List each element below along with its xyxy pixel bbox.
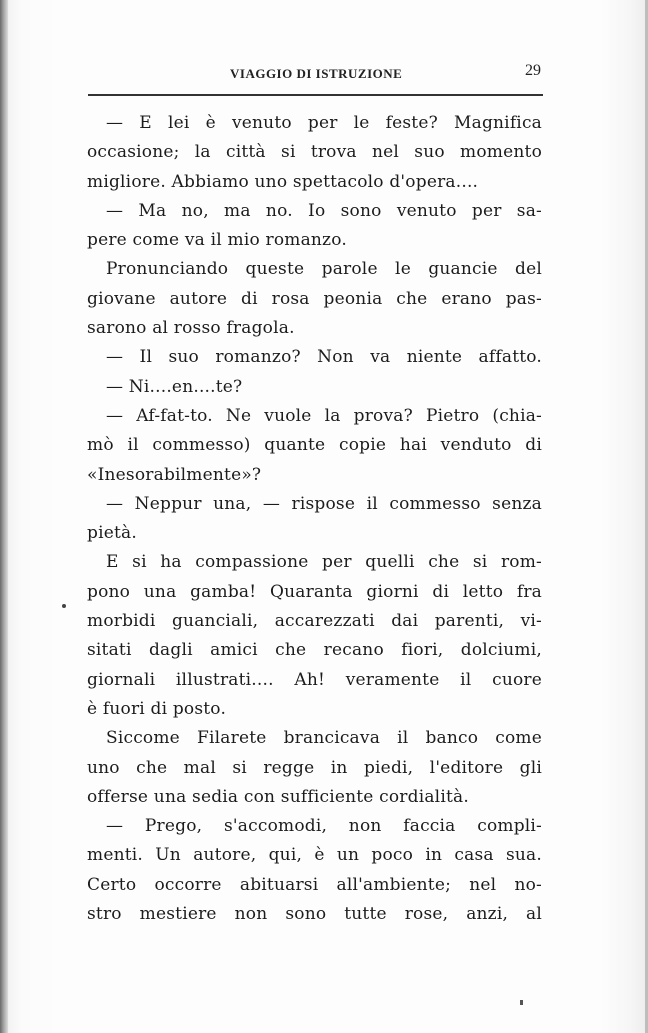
text-line: — Ni....en....te? [106,376,243,397]
text-line: — Il suo romanzo? Non va niente affatto. [106,347,542,368]
text-line: — E lei è venuto per le feste? Magnifica [106,113,542,133]
text-line: «Inesorabilmente»? [87,464,262,485]
text-line: sarono al rosso fragola. [87,318,295,339]
text-line: — Af-fat-to. Ne vuole la prova? Pietro (chia- [106,405,542,426]
body-text [87,109,542,929]
page-number: 29 [525,62,541,79]
text-line: Pronunciando queste parole le guancie del [106,259,542,280]
text-line: giovane autore di rosa peonia che erano pas- [87,288,542,309]
text-line: occasione; la città si trova nel suo momento [87,142,542,163]
text-line: Siccome Filarete brancicava il banco come [106,728,542,749]
running-head: VIAGGIO DI ISTRUZIONE [230,66,403,81]
header-rule [88,94,543,96]
text-line: morbidi guanciali, accarezzati dai parenti, vi- [87,611,542,632]
text-line: pietà. [87,523,137,544]
text-line: — Ma no, ma no. Io sono venuto per sa- [106,200,542,221]
text-line: è fuori di posto. [87,698,227,719]
ink-speck [520,1000,523,1005]
ink-speck [62,604,66,608]
text-line: — Neppur una, — rispose il commesso senza [106,493,542,514]
text-line: sitati dagli amici che recano fiori, dolciumi, [87,640,542,661]
text-line: Certo occorre abituarsi all'ambiente; nel no- [87,874,542,895]
text-line: menti. Un autore, qui, è un poco in casa sua. [87,845,542,866]
text-line: uno che mal si regge in piedi, l'editore gli [87,757,542,778]
text-line: giornali illustrati.... Ah! veramente il cuore [87,669,542,690]
page-header [88,60,543,88]
book-spine-shadow [0,0,8,1033]
text-line: — Prego, s'accomodi, non faccia compli- [106,816,542,837]
text-line: mò il commesso) quante copie hai venduto di [87,435,542,456]
text-line: offerse una sedia con sufficiente cordialità. [87,786,469,807]
text-line: stro mestiere non sono tutte rose, anzi, al [87,904,542,925]
text-line: migliore. Abbiamo uno spettacolo d'opera.... [87,171,479,192]
text-line: pere come va il mio romanzo. [87,230,347,251]
text-line: pono una gamba! Quaranta giorni di letto fra [87,581,542,602]
text-line: E si ha compassione per quelli che si rom- [106,552,542,573]
